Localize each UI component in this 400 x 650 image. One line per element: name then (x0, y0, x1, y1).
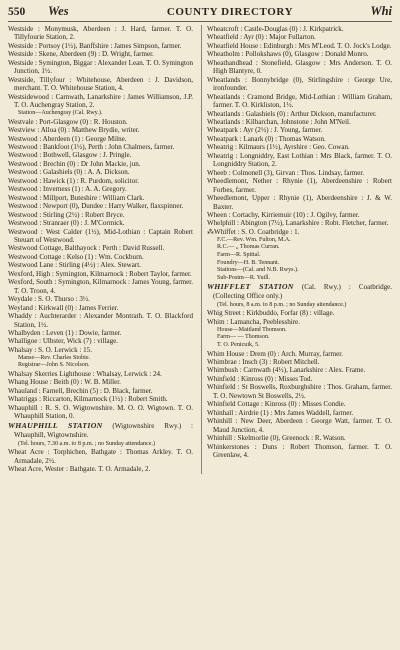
sub-entry: (Tel. hours, 8 a.m. to 8 p.m. ; no Sunday attendance.) (217, 301, 347, 308)
directory-entry: Wheatrig : Longniddry, East Lothian : Mrs Black, farmer. T. O. Longniddry Station, 2. (207, 151, 392, 169)
sub-entry: House—Maitland Thomson. (217, 326, 287, 333)
sub-entry: F.C.—Rev. Wm. Fulton, M.A. (217, 236, 291, 243)
directory-entry: Wheatlands : Kilbarchan, Johnstone : John M'Neil. (207, 117, 351, 126)
station-title: WHAUPHILL STATION (8, 421, 103, 431)
directory-entry: Westwood : Hawick (1) : R. Purdom, solicitor. (8, 176, 139, 185)
directory-entry: Westwood : Inverness (1) : A. A. Gregory. (8, 185, 127, 194)
directory-entry: Westside : Symington, Biggar : Alexander Lean. T. O. Symington Junction, 1½. (8, 58, 193, 76)
text-columns (8, 25, 392, 474)
sub-entry: Foundry—H. B. Tennant. (217, 259, 280, 266)
sub-entry: R.C.— „ Thomas Curran. (217, 244, 280, 251)
sub-entry: Registrar—John S. Nicolson. (18, 362, 90, 369)
directory-entry: Westwood : Newport (0), Dundee : Harry Walker, flaxspinner. (8, 202, 184, 211)
directory-entry: Whig Street : Kirkbuddo, Forfar (8) : village. (207, 309, 335, 318)
directory-entry: Westwood : Galashiels (0) : A. A. Dickson. (8, 168, 130, 177)
directory-entry: Whinkerstones : Duns : Robert Thomson, farmer. T. O. Greenlaw, 4. (207, 442, 392, 460)
directory-entry: Whinhall : Airdrie (1) : Mrs James Waddell, farmer. (207, 408, 354, 417)
directory-entry: Westwood : Bankfoot (1½), Perth : John Chalmers, farmer. (8, 142, 175, 151)
directory-entry: Whalsay : S. O. Lerwick : 15. (8, 345, 92, 354)
directory-entry: Westwood Lane : Stirling (4½) : Alex. Stewart. (8, 261, 141, 270)
directory-entry: Wheeb : Colmonell (3), Girvan : Thos. Lindsay, farmer. (207, 168, 365, 177)
directory-entry: Whatriggs : Riccarton, Kilmarnock (1½) : Robert Smith. (8, 395, 168, 404)
page-title: COUNTY DIRECTORY (166, 6, 294, 18)
directory-entry: Wexford, High : Symington, Kilmarnock : Robert Taylor, farmer. (8, 269, 192, 278)
directory-entry: Wheat Acre : Torphichen, Bathgate : Thomas Arkley. T. O. Armadale, 2½. (8, 448, 193, 465)
directory-entry: Whang House : Beith (0) : W. B. Miller. (8, 378, 121, 387)
left-guide-word: Wes (48, 4, 69, 18)
directory-entry: Westwood : Stranraer (0) : J. M'Cormick. (8, 219, 125, 228)
directory-entry: Whelphill : Abington (7½), Lanarkshire : Robt. Fletcher, farmer. (207, 219, 389, 228)
directory-entry: Westsidewood : Carnwath, Lanarkshire : James Williamson, J.P. T. O. Auchengray Station, 2. (8, 92, 193, 110)
directory-entry: Westwood : West Calder (1½), Mid-Lothian : Captain Robert Steuart of Westwood. (8, 227, 193, 244)
directory-entry: Westwood : Aberdeen (1) : George Milne. (8, 134, 127, 143)
directory-entry: Whauland : Farnell, Brechin (5) : D. Black, farmer. (8, 386, 153, 395)
station-heading (207, 283, 392, 300)
directory-entry: Westwood : Brechin (0) : Dr John Mackie, jun. (8, 159, 141, 168)
directory-entry: Westwood Cottage : Kelso (1) : Wm. Cockburn. (8, 252, 144, 261)
sub-entry: Farm— — Thomson. (217, 334, 270, 341)
directory-entry: Whaddy : Auchterarder : Alexander Montrath. T. O. Blackford Station, 1½. (8, 312, 193, 329)
directory-entry: Wheatlands : Galashiels (0) : Arthur Dickson, manufacturer. (207, 109, 377, 118)
directory-entry: Westwood Cottage, Balthayock : Perth : David Russell. (8, 244, 165, 253)
directory-entry: Whim : Lamancha, Peeblesshire. (207, 317, 300, 326)
directory-entry: Wheen : Cortachy, Kirriemuir (10) : J. Ogilvy, farmer. (207, 210, 360, 219)
directory-entry: Wheatholm : Pollokshaws (0), Glasgow : Donald Monro. (207, 50, 369, 59)
sub-entry: Farm—R. Spittal. (217, 252, 261, 259)
directory-entry: Westwood : Bothwell, Glasgow : J. Pringle. (8, 151, 132, 160)
right-column (201, 25, 392, 474)
directory-entry: Westwood : Stirling (2½) : Robert Bryce. (8, 210, 125, 219)
sub-entry: Station—Auchengray (Cal. Rwy.). (18, 110, 103, 117)
directory-entry: ⁂Whiffet : S. O. Coatbridge : 1. (207, 227, 300, 236)
page-header (8, 4, 392, 22)
sub-entry: Stations—(Cal. and N.B. Rwys.). (217, 267, 299, 274)
directory-entry: Wheatpark : Lanark (0) : Thomas Watson. (207, 134, 326, 143)
directory-entry: Whinfield : St Boswells, Roxburghshire : Thos. Graham, farmer. T. O. Newtown St Boswells, 2½. (207, 383, 392, 400)
directory-entry: Wheat Acre, Wester : Bathgate. T. O. Armadale, 2. (8, 465, 151, 474)
sub-entry: Sub-Postm—R. Yuill. (217, 274, 271, 281)
directory-entry: Wheatcroft : Castle-Douglas (0) : J. Kirkpatrick. (207, 25, 344, 33)
directory-entry: Wheatpark : Ayr (2½) : J. Young, farmer. (207, 126, 323, 135)
directory-entry: Westwood : Millport, Buteshire : William Clark. (8, 193, 145, 202)
directory-entry: Weydale : S. O. Thurso : 3½. (8, 295, 90, 304)
directory-entry: Westview : Alloa (0) : Matthew Brydie, writer. (8, 126, 140, 135)
directory-entry: Westside, Tillyfour : Whitehouse, Aberdeen : J. Davidson, merchant. T. O. Whitehouse Station, 4. (8, 75, 193, 93)
directory-entry: Wheedlemont, Upper : Rhynie (1), Aberdeenshire : J. & W. Baxter. (207, 194, 392, 211)
directory-entry: Westside : Monymusk, Aberdeen : J. Hard, farmer. T. O. Tillyfourie Station, 2. (8, 25, 193, 42)
directory-entry: Wheatfield House : Edinburgh : Mrs M'Leod. T. O. Jock's Lodge. (207, 41, 392, 50)
directory-entry: Wheatrig : Kilmaurs (1½), Ayrshire : Geo. Cowan. (207, 143, 350, 152)
station-details: (Wigtownshire Rwy.) : Whauphill, Wigtownshire. (14, 422, 193, 439)
directory-entry: Wheedlemont, Nether : Rhynie (1), Aberdeenshire : Robert Forbes, farmer. (207, 177, 392, 194)
directory-entry: Wheathandhead : Stonefield, Glasgow : Mrs Anderson. T. O. High Blantyre, 0. (207, 58, 392, 76)
directory-entry: Whim House : Drem (0) : Arch. Murray, farmer. (207, 349, 343, 358)
directory-entry: Whalbyden : Leven (1) : Dowie, farmer. (8, 328, 122, 337)
sub-entry: Manse—Rev. Charles Stobie. (18, 354, 91, 361)
directory-entry: Whinfield : Kinross (0) : Misses Tod. (207, 374, 313, 383)
directory-entry: Westvale : Port-Glasgow (0) : R. Houston. (8, 117, 128, 126)
directory-entry: Wheatlands : Cramond Bridge, Mid-Lothian : William Graham, farmer. T. O. Kirkliston, 1½. (207, 92, 392, 110)
directory-entry: Whinhill : Skelmorlie (0), Greenock : R. Watson. (207, 434, 346, 443)
directory-entry: Weyland : Kirkwall (0) : James Ferrier. (8, 303, 119, 312)
directory-entry: Westside : Skene, Aberdeen (9) : D. Wright, farmer. (8, 50, 154, 59)
page-number: 550 (8, 6, 26, 18)
station-details: (Cal. Rwy.) : Coatbridge. (Collecting Office only.) (213, 283, 393, 300)
directory-entry: Wexford, South : Symington, Kilmarnock : James Young, farmer. T. O. Troon, 4. (8, 278, 193, 295)
directory-entry: Whinfield Cottage : Kinross (0) : Misses Condie. (207, 400, 346, 409)
directory-entry: Whalligoe : Ulbster, Wick (7) : village. (8, 337, 119, 346)
sub-entry: (Tel. hours, 7.30 a.m. to 8 p.m. ; no Sunday attendance.) (18, 440, 155, 447)
directory-entry: Wheatlands : Bonnybridge (0), Stirlingshire : George Ure, ironfounder. (207, 75, 392, 93)
directory-entry: Whimbush : Carnwath (4½), Lanarkshire : Alex. Frame. (207, 366, 366, 375)
left-column (8, 25, 193, 474)
directory-entry: Westside : Portsoy (1½), Banffshire : James Simpson, farmer. (8, 41, 182, 50)
station-title: WHIFFLET STATION (207, 282, 294, 292)
directory-entry: Whauphill : R. S. O. Wigtownshire. M. O. O. Wigtown. T. O. Whauphill Station, 0. (8, 403, 193, 421)
directory-entry: Whimbrae : Insch (3) : Robert Mitchell. (207, 358, 320, 367)
station-heading (8, 422, 193, 439)
directory-entry: Wheatfield : Ayr (0) : Major Fullarton. (207, 33, 316, 42)
directory-entry: Whalsay Skerries Lighthouse : Whalsay, Lerwick : 24. (8, 370, 162, 378)
right-guide-word: Whi (370, 4, 392, 18)
sub-entry: T. O. Penicuik, 5. (217, 341, 260, 348)
directory-entry: Whinhill : New Deer, Aberdeen : George Watt, farmer. T. O. Maud Junction, 4. (207, 417, 392, 434)
